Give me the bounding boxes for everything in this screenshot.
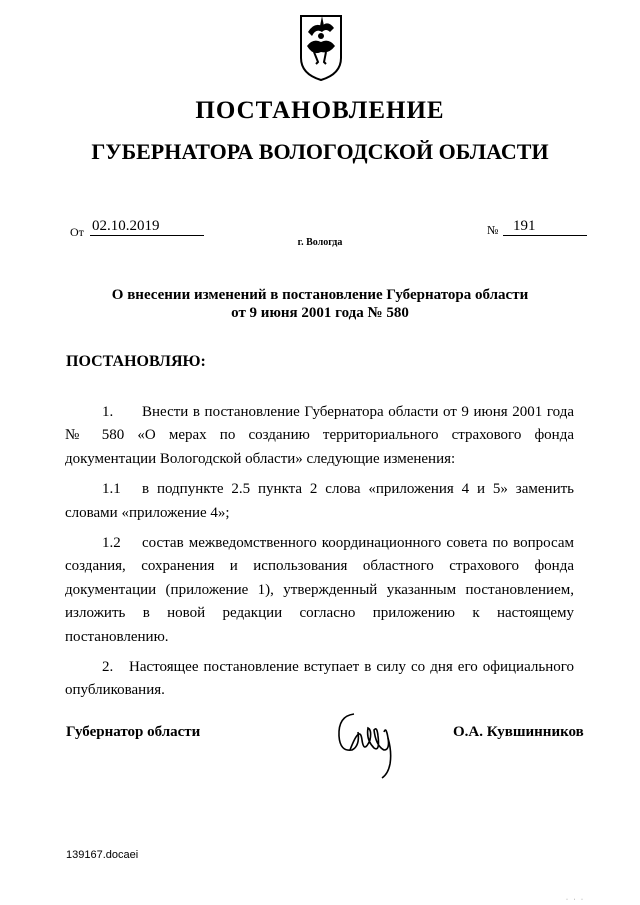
decree-word: ПОСТАНОВЛЯЮ:	[66, 353, 206, 370]
paragraph-1-1-text: в подпункте 2.5 пункта 2 слова «приложения 4 и 5» заменить словами «приложение 4»;	[65, 481, 574, 521]
paragraph-2	[65, 656, 574, 703]
document-number: 191	[503, 218, 587, 236]
subject-line-2: от 9 июня 2001 года № 580	[231, 305, 409, 321]
document-date: 02.10.2019	[90, 218, 204, 236]
paragraph-1-2	[65, 532, 574, 649]
paragraph-1-1	[65, 478, 574, 525]
subject-line-1: О внесении изменений в постановление Губернатора области	[111, 287, 529, 303]
document-title: ПОСТАНОВЛЕНИЕ	[195, 97, 445, 124]
document-subject	[80, 286, 560, 322]
paragraph-1-2-text: состав межведомственного координационного совета по вопросам создания, сохранения и использования областного страхового фонда документации (приложение 1), утвержденный указанным постановлением, изложить в новой редакции согласно приложению к настоящему постановлению.	[65, 535, 574, 645]
document-file-id: 139167.docaei	[66, 849, 139, 861]
signatory-name: О.А. Кувшинников	[453, 724, 584, 740]
paragraph-1-number: 1.	[102, 404, 114, 420]
paragraph-1	[65, 401, 574, 471]
date-prefix: От	[70, 225, 84, 239]
document-subtitle: ГУБЕРНАТОРА ВОЛОГОДСКОЙ ОБЛАСТИ	[91, 139, 549, 164]
paragraph-2-number: 2.	[102, 659, 114, 676]
signatory-title: Губернатор области	[66, 724, 201, 740]
paragraph-1-1-number: 1.1	[102, 481, 121, 498]
handwritten-signature-icon	[330, 700, 410, 780]
paragraph-1-2-number: 1.2	[102, 535, 121, 552]
document-body	[65, 401, 574, 703]
page-marks: · · ·	[566, 897, 585, 903]
paragraph-1-text: Внести в постановление Губернатора области от 9 июня 2001 года № 580 «О мерах по созданию территориального страхового фонда документации Вологодской области» следующие изменения:	[65, 404, 574, 467]
city: г. Вологда	[297, 237, 343, 248]
coat-of-arms-icon	[298, 12, 344, 82]
number-prefix: №	[487, 223, 499, 237]
paragraph-2-text: Настоящее постановление вступает в силу со дня его официального опубликования.	[65, 659, 574, 699]
